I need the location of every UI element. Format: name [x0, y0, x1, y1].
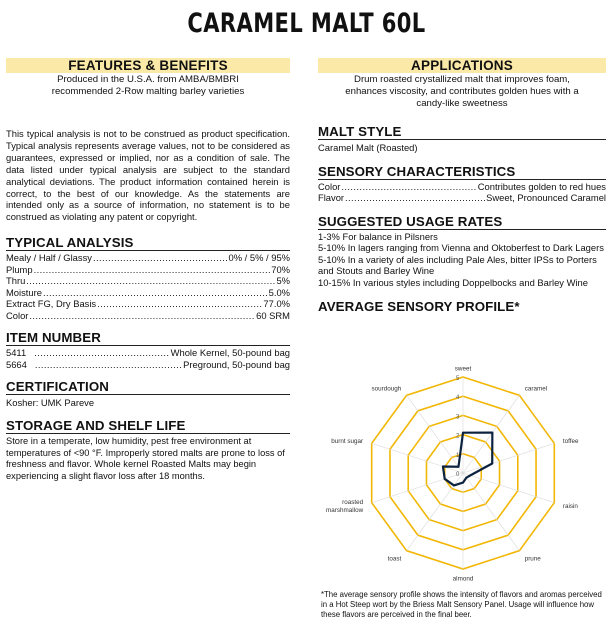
footnote: *The average sensory profile shows the intensity of flavors and aromas perceived in a Hot Steep wort by the Briess Malt Sensory Panel. Usage will influence how these flavors are perceived in the final beer.: [321, 590, 602, 619]
features-heading: FEATURES & BENEFITS: [6, 58, 290, 73]
storage-text: Store in a temperate, low humidity, pest free environment at temperatures of <90 °F. Improperly stored malts are prone to loss of freshness and flavor. Whole kernel Roasted Malts may begin experiencing a slight flavor loss after 18 months.: [6, 435, 285, 482]
radar-spoke: [463, 443, 554, 473]
radar-tick-label: 1: [456, 452, 460, 459]
radar-data-point: [491, 432, 493, 434]
radar-tick-label: 2: [456, 433, 460, 440]
sensory-row: Flavor ..... Sweet, Pronounced Caramel: [318, 192, 606, 204]
sensory-row: Color ..... Contributes golden to red hues: [318, 181, 606, 193]
analysis-row: Mealy / Half / Glassy ..... 0% / 5% / 95%: [6, 252, 290, 264]
item-row: 5411 ..... Whole Kernel, 50-pound bag: [6, 347, 290, 359]
usage-line: 1-3% For balance in Pilsners: [318, 230, 438, 242]
radar-data-point: [469, 474, 471, 476]
radar-data-point: [444, 478, 446, 480]
sensory-heading: SENSORY CHARACTERISTICS: [318, 164, 606, 180]
malt-style-text: Caramel Malt (Roasted): [318, 142, 418, 153]
sensory-radar-chart: [318, 362, 608, 588]
radar-axis-label: sweet: [454, 365, 472, 373]
applications-line: candy-like sweetness: [416, 98, 508, 109]
radar-data-point: [458, 466, 460, 468]
typical-analysis-table: [6, 252, 290, 321]
radar-axis-label: raisin: [562, 502, 578, 510]
radar-data-point: [491, 463, 493, 465]
usage-line: 5-10% In a variety of ales including Pale Ales, bitter IPSs to Porters and Stouts and Barley Wine: [318, 253, 597, 277]
applications-heading: APPLICATIONS: [318, 58, 606, 73]
page-title: CARAMEL MALT 60L: [187, 8, 426, 39]
radar-axis-label: sourdough: [371, 385, 402, 393]
sensory-table: [318, 181, 606, 204]
radar-axis-label: toast: [387, 555, 402, 563]
malt-style-heading: MALT STYLE: [318, 124, 606, 140]
applications-text: [318, 74, 606, 110]
radar-spoke: [372, 443, 463, 473]
typical-analysis-heading: TYPICAL ANALYSIS: [6, 235, 290, 251]
radar-spoke: [463, 473, 519, 551]
radar-data-point: [442, 466, 444, 468]
certification-heading: CERTIFICATION: [6, 379, 290, 395]
item-row: 5664 ..... Preground, 50-pound bag: [6, 359, 290, 371]
analysis-row: Thru ..... 5%: [6, 275, 290, 287]
usage-heading: SUGGESTED USAGE RATES: [318, 214, 606, 230]
features-line: Produced in the U.S.A. from AMBA/BMBRI: [57, 74, 239, 85]
usage-line: 10-15% In various styles including Doppelbocks and Barley Wine: [318, 276, 588, 288]
radar-spoke: [372, 473, 463, 503]
radar-axis-label: roasted marshmallow: [326, 498, 364, 514]
applications-line: Drum roasted crystallized malt that improves foam,: [354, 74, 570, 85]
radar-data-point: [465, 477, 467, 479]
radar-tick-label: 5: [456, 376, 460, 382]
radar-axis-label: caramel: [524, 385, 548, 393]
radar-tick-label: 0: [456, 472, 460, 478]
certification-text: Kosher: UMK Pareve: [6, 397, 95, 409]
storage-heading: STORAGE AND SHELF LIFE: [6, 418, 290, 434]
radar-axis-label: almond: [452, 575, 474, 583]
features-line: recommended 2-Row malting barley varieties: [51, 86, 245, 97]
profile-heading: AVERAGE SENSORY PROFILE*: [318, 298, 520, 314]
item-number-heading: ITEM NUMBER: [6, 330, 290, 346]
item-number-table: [6, 347, 290, 370]
radar-axis-label: burnt sugar: [331, 438, 364, 446]
analysis-row: Moisture ..... 5.0%: [6, 287, 290, 299]
radar-data-point: [462, 482, 464, 484]
radar-spoke: [407, 395, 463, 473]
analysis-row: Extract FG, Dry Basis ..... 77.0%: [6, 298, 290, 310]
radar-axis-label: prune: [524, 555, 541, 563]
features-text: [6, 74, 290, 98]
radar-tick-label: 4: [456, 395, 460, 402]
radar-data-point: [453, 485, 455, 487]
left-column: [6, 58, 290, 483]
radar-tick-label: 3: [456, 414, 460, 421]
analysis-row: Plump ..... 70%: [6, 264, 290, 276]
radar-svg: [318, 362, 608, 588]
radar-spoke: [463, 473, 554, 503]
usage-list: [318, 231, 606, 289]
radar-data-point: [462, 432, 464, 434]
radar-axis-label: toffee: [562, 438, 579, 446]
right-column: [318, 58, 606, 314]
usage-line: 5-10% In lagers ranging from Vienna and Oktoberfest to Dark Lagers: [318, 242, 604, 254]
analysis-row: Color ..... 60 SRM: [6, 310, 290, 322]
disclaimer: This typical analysis is not to be construed as product specification. Typical analysis represents average values, not to be considered as guarantees, expressed or implied, nor as a condition of sale. The data listed under typical analysis are subject to the standard analytical deviations. The product information contained herein is correct, to the best of our knowledge. As the statements are intended only as a source of information, no statement is to be construed as violating any patent or copyright.: [6, 128, 290, 223]
applications-line: enhances viscosity, and contributes golden hues with a: [345, 86, 579, 97]
